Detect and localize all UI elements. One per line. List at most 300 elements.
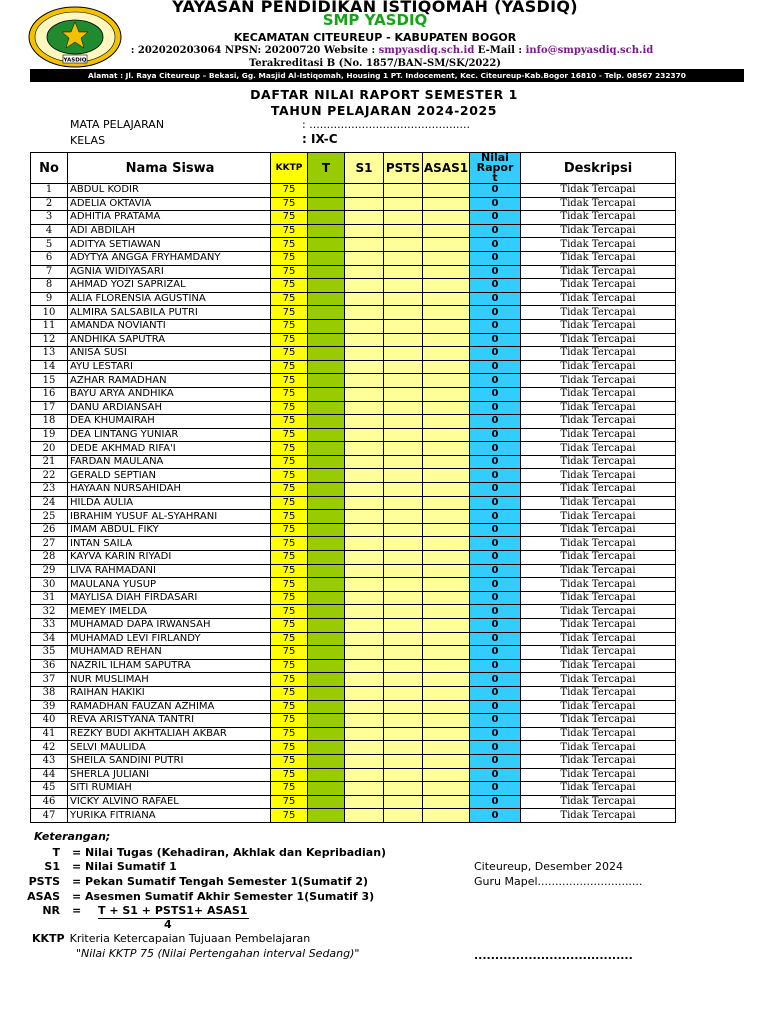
row-s1-score[interactable] bbox=[345, 646, 384, 660]
row-t-score[interactable] bbox=[308, 619, 345, 633]
row-no: 23 bbox=[31, 483, 68, 497]
row-s1-score[interactable] bbox=[345, 510, 384, 524]
row-student-name: SITI RUMIAH bbox=[68, 782, 271, 796]
row-asas-score[interactable] bbox=[423, 333, 470, 347]
row-asas-score[interactable] bbox=[423, 224, 470, 238]
row-asas-score[interactable] bbox=[423, 455, 470, 469]
row-asas-score[interactable] bbox=[423, 265, 470, 279]
row-t-score[interactable] bbox=[308, 523, 345, 537]
row-description: Tidak Tercapai bbox=[521, 279, 676, 293]
row-psts-score[interactable] bbox=[384, 551, 423, 565]
row-nilai-rapor: 0 bbox=[470, 319, 521, 333]
website-link[interactable]: smpyasdiq.sch.id bbox=[378, 45, 475, 56]
row-s1-score[interactable] bbox=[345, 374, 384, 388]
row-asas-score[interactable] bbox=[423, 184, 470, 198]
row-nilai-rapor: 0 bbox=[470, 483, 521, 497]
row-student-name: SELVI MAULIDA bbox=[68, 741, 271, 755]
row-asas-score[interactable] bbox=[423, 442, 470, 456]
row-asas-score[interactable] bbox=[423, 387, 470, 401]
row-t-score[interactable] bbox=[308, 251, 345, 265]
table-row bbox=[31, 510, 676, 524]
row-t-score[interactable] bbox=[308, 537, 345, 551]
email-link[interactable]: info@smpyasdiq.sch.id bbox=[525, 45, 654, 56]
row-t-score[interactable] bbox=[308, 415, 345, 429]
row-t-score[interactable] bbox=[308, 496, 345, 510]
row-t-score[interactable] bbox=[308, 333, 345, 347]
row-kktp: 75 bbox=[271, 319, 308, 333]
row-s1-score[interactable] bbox=[345, 659, 384, 673]
row-psts-score[interactable] bbox=[384, 673, 423, 687]
row-nilai-rapor: 0 bbox=[470, 374, 521, 388]
row-description: Tidak Tercapai bbox=[521, 754, 676, 768]
row-no: 35 bbox=[31, 646, 68, 660]
row-psts-score[interactable] bbox=[384, 686, 423, 700]
row-student-name: RAMADHAN FAUZAN AZHIMA bbox=[68, 700, 271, 714]
row-t-score[interactable] bbox=[308, 224, 345, 238]
row-description: Tidak Tercapai bbox=[521, 591, 676, 605]
table-row bbox=[31, 238, 676, 252]
district: KECAMATAN CITEUREUP - KABUPATEN BOGOR bbox=[233, 31, 517, 44]
row-no: 18 bbox=[31, 415, 68, 429]
row-psts-score[interactable] bbox=[384, 537, 423, 551]
row-psts-score[interactable] bbox=[384, 754, 423, 768]
row-description: Tidak Tercapai bbox=[521, 659, 676, 673]
row-asas-score[interactable] bbox=[423, 510, 470, 524]
row-t-score[interactable] bbox=[308, 197, 345, 211]
row-psts-score[interactable] bbox=[384, 782, 423, 796]
row-t-score[interactable] bbox=[308, 211, 345, 225]
signature-place-date: Citeureup, Desember 2024 bbox=[474, 860, 623, 873]
row-student-name: YURIKA FITRIANA bbox=[68, 809, 271, 823]
row-description: Tidak Tercapai bbox=[521, 632, 676, 646]
row-no: 5 bbox=[31, 238, 68, 252]
row-psts-score[interactable] bbox=[384, 265, 423, 279]
row-s1-score[interactable] bbox=[345, 292, 384, 306]
row-t-score[interactable] bbox=[308, 578, 345, 592]
row-asas-score[interactable] bbox=[423, 496, 470, 510]
row-nilai-rapor: 0 bbox=[470, 387, 521, 401]
row-t-score[interactable] bbox=[308, 184, 345, 198]
legend-abbr: PSTS bbox=[28, 875, 60, 888]
row-asas-score[interactable] bbox=[423, 646, 470, 660]
row-s1-score[interactable] bbox=[345, 754, 384, 768]
row-t-score[interactable] bbox=[308, 510, 345, 524]
row-psts-score[interactable] bbox=[384, 591, 423, 605]
row-nilai-rapor: 0 bbox=[470, 415, 521, 429]
row-s1-score[interactable] bbox=[345, 442, 384, 456]
row-s1-score[interactable] bbox=[345, 319, 384, 333]
row-student-name: REVA ARISTYANA TANTRI bbox=[68, 714, 271, 728]
row-asas-score[interactable] bbox=[423, 374, 470, 388]
row-nilai-rapor: 0 bbox=[470, 333, 521, 347]
row-student-name: ADITYA SETIAWAN bbox=[68, 238, 271, 252]
row-student-name: BAYU ARYA ANDHIKA bbox=[68, 387, 271, 401]
row-no: 16 bbox=[31, 387, 68, 401]
row-student-name: IMAM ABDUL FIKY bbox=[68, 523, 271, 537]
row-t-score[interactable] bbox=[308, 768, 345, 782]
row-asas-score[interactable] bbox=[423, 251, 470, 265]
row-s1-score[interactable] bbox=[345, 360, 384, 374]
row-t-score[interactable] bbox=[308, 809, 345, 823]
signature-name-line: ...................................... bbox=[474, 949, 633, 962]
row-asas-score[interactable] bbox=[423, 673, 470, 687]
row-t-score[interactable] bbox=[308, 442, 345, 456]
row-kktp: 75 bbox=[271, 455, 308, 469]
row-psts-score[interactable] bbox=[384, 714, 423, 728]
row-kktp: 75 bbox=[271, 211, 308, 225]
row-psts-score[interactable] bbox=[384, 646, 423, 660]
row-no: 29 bbox=[31, 564, 68, 578]
row-kktp: 75 bbox=[271, 551, 308, 565]
row-s1-score[interactable] bbox=[345, 632, 384, 646]
row-no: 30 bbox=[31, 578, 68, 592]
row-asas-score[interactable] bbox=[423, 211, 470, 225]
row-t-score[interactable] bbox=[308, 292, 345, 306]
row-psts-score[interactable] bbox=[384, 306, 423, 320]
row-asas-score[interactable] bbox=[423, 714, 470, 728]
row-asas-score[interactable] bbox=[423, 238, 470, 252]
row-asas-score[interactable] bbox=[423, 632, 470, 646]
row-t-score[interactable] bbox=[308, 469, 345, 483]
row-nilai-rapor: 0 bbox=[470, 727, 521, 741]
row-psts-score[interactable] bbox=[384, 333, 423, 347]
row-psts-score[interactable] bbox=[384, 483, 423, 497]
row-no: 33 bbox=[31, 619, 68, 633]
row-asas-score[interactable] bbox=[423, 754, 470, 768]
row-t-score[interactable] bbox=[308, 551, 345, 565]
row-psts-score[interactable] bbox=[384, 428, 423, 442]
row-t-score[interactable] bbox=[308, 428, 345, 442]
row-kktp: 75 bbox=[271, 238, 308, 252]
row-psts-score[interactable] bbox=[384, 251, 423, 265]
row-t-score[interactable] bbox=[308, 455, 345, 469]
school-identity bbox=[112, 45, 672, 56]
row-t-score[interactable] bbox=[308, 714, 345, 728]
row-psts-score[interactable] bbox=[384, 632, 423, 646]
row-psts-score[interactable] bbox=[384, 496, 423, 510]
row-asas-score[interactable] bbox=[423, 782, 470, 796]
row-t-score[interactable] bbox=[308, 632, 345, 646]
row-asas-score[interactable] bbox=[423, 306, 470, 320]
row-asas-score[interactable] bbox=[423, 428, 470, 442]
row-psts-score[interactable] bbox=[384, 619, 423, 633]
row-psts-score[interactable] bbox=[384, 238, 423, 252]
row-s1-score[interactable] bbox=[345, 184, 384, 198]
row-psts-score[interactable] bbox=[384, 727, 423, 741]
row-kktp: 75 bbox=[271, 374, 308, 388]
row-psts-score[interactable] bbox=[384, 809, 423, 823]
row-no: 15 bbox=[31, 374, 68, 388]
row-psts-score[interactable] bbox=[384, 564, 423, 578]
row-asas-score[interactable] bbox=[423, 795, 470, 809]
row-s1-score[interactable] bbox=[345, 347, 384, 361]
row-no: 47 bbox=[31, 809, 68, 823]
row-t-score[interactable] bbox=[308, 387, 345, 401]
row-kktp: 75 bbox=[271, 754, 308, 768]
row-nilai-rapor: 0 bbox=[470, 619, 521, 633]
row-description: Tidak Tercapai bbox=[521, 387, 676, 401]
row-asas-score[interactable] bbox=[423, 551, 470, 565]
row-t-score[interactable] bbox=[308, 238, 345, 252]
email-label: E-Mail : bbox=[474, 45, 526, 56]
row-description: Tidak Tercapai bbox=[521, 782, 676, 796]
row-kktp: 75 bbox=[271, 727, 308, 741]
row-s1-score[interactable] bbox=[345, 387, 384, 401]
row-asas-score[interactable] bbox=[423, 564, 470, 578]
row-s1-score[interactable] bbox=[345, 809, 384, 823]
row-psts-score[interactable] bbox=[384, 510, 423, 524]
row-psts-score[interactable] bbox=[384, 442, 423, 456]
row-nilai-rapor: 0 bbox=[470, 714, 521, 728]
row-kktp: 75 bbox=[271, 184, 308, 198]
document-year: TAHUN PELAJARAN 2024-2025 bbox=[270, 103, 498, 118]
row-psts-score[interactable] bbox=[384, 469, 423, 483]
row-student-name: KAYVA KARIN RIYADI bbox=[68, 551, 271, 565]
row-s1-score[interactable] bbox=[345, 211, 384, 225]
row-t-score[interactable] bbox=[308, 347, 345, 361]
row-s1-score[interactable] bbox=[345, 619, 384, 633]
row-s1-score[interactable] bbox=[345, 455, 384, 469]
row-s1-score[interactable] bbox=[345, 782, 384, 796]
row-s1-score[interactable] bbox=[345, 306, 384, 320]
row-s1-score[interactable] bbox=[345, 727, 384, 741]
row-student-name: ADELIA OKTAVIA bbox=[68, 197, 271, 211]
row-description: Tidak Tercapai bbox=[521, 795, 676, 809]
row-no: 36 bbox=[31, 659, 68, 673]
row-t-score[interactable] bbox=[308, 673, 345, 687]
row-t-score[interactable] bbox=[308, 795, 345, 809]
row-psts-score[interactable] bbox=[384, 415, 423, 429]
row-no: 4 bbox=[31, 224, 68, 238]
row-t-score[interactable] bbox=[308, 741, 345, 755]
row-asas-score[interactable] bbox=[423, 469, 470, 483]
row-t-score[interactable] bbox=[308, 646, 345, 660]
row-asas-score[interactable] bbox=[423, 605, 470, 619]
row-asas-score[interactable] bbox=[423, 578, 470, 592]
row-t-score[interactable] bbox=[308, 727, 345, 741]
row-psts-score[interactable] bbox=[384, 292, 423, 306]
row-description: Tidak Tercapai bbox=[521, 537, 676, 551]
row-t-score[interactable] bbox=[308, 591, 345, 605]
header-asas: ASAS1 bbox=[423, 153, 470, 184]
row-nilai-rapor: 0 bbox=[470, 673, 521, 687]
row-asas-score[interactable] bbox=[423, 197, 470, 211]
row-psts-score[interactable] bbox=[384, 319, 423, 333]
row-t-score[interactable] bbox=[308, 700, 345, 714]
row-t-score[interactable] bbox=[308, 319, 345, 333]
table-row bbox=[31, 700, 676, 714]
row-description: Tidak Tercapai bbox=[521, 415, 676, 429]
row-no: 32 bbox=[31, 605, 68, 619]
row-psts-score[interactable] bbox=[384, 578, 423, 592]
row-t-score[interactable] bbox=[308, 564, 345, 578]
row-t-score[interactable] bbox=[308, 605, 345, 619]
row-asas-score[interactable] bbox=[423, 619, 470, 633]
row-description: Tidak Tercapai bbox=[521, 564, 676, 578]
row-kktp: 75 bbox=[271, 469, 308, 483]
row-kktp: 75 bbox=[271, 714, 308, 728]
row-description: Tidak Tercapai bbox=[521, 483, 676, 497]
row-s1-score[interactable] bbox=[345, 741, 384, 755]
row-t-score[interactable] bbox=[308, 265, 345, 279]
row-nilai-rapor: 0 bbox=[470, 238, 521, 252]
row-nilai-rapor: 0 bbox=[470, 360, 521, 374]
row-psts-score[interactable] bbox=[384, 700, 423, 714]
row-asas-score[interactable] bbox=[423, 292, 470, 306]
row-psts-score[interactable] bbox=[384, 795, 423, 809]
row-s1-score[interactable] bbox=[345, 428, 384, 442]
row-asas-score[interactable] bbox=[423, 537, 470, 551]
row-asas-score[interactable] bbox=[423, 700, 470, 714]
row-psts-score[interactable] bbox=[384, 211, 423, 225]
row-kktp: 75 bbox=[271, 279, 308, 293]
row-s1-score[interactable] bbox=[345, 483, 384, 497]
kktp-definition bbox=[32, 932, 310, 945]
row-psts-score[interactable] bbox=[384, 768, 423, 782]
row-kktp: 75 bbox=[271, 537, 308, 551]
row-psts-score[interactable] bbox=[384, 741, 423, 755]
row-s1-score[interactable] bbox=[345, 686, 384, 700]
row-psts-score[interactable] bbox=[384, 523, 423, 537]
row-psts-score[interactable] bbox=[384, 374, 423, 388]
row-t-score[interactable] bbox=[308, 279, 345, 293]
row-description: Tidak Tercapai bbox=[521, 224, 676, 238]
row-s1-score[interactable] bbox=[345, 415, 384, 429]
row-asas-score[interactable] bbox=[423, 686, 470, 700]
row-s1-score[interactable] bbox=[345, 251, 384, 265]
row-asas-score[interactable] bbox=[423, 591, 470, 605]
row-nilai-rapor: 0 bbox=[470, 306, 521, 320]
row-t-score[interactable] bbox=[308, 360, 345, 374]
row-t-score[interactable] bbox=[308, 782, 345, 796]
row-asas-score[interactable] bbox=[423, 809, 470, 823]
row-s1-score[interactable] bbox=[345, 605, 384, 619]
header-s1: S1 bbox=[345, 153, 384, 184]
legend-abbr: S1 bbox=[44, 860, 60, 873]
row-s1-score[interactable] bbox=[345, 401, 384, 415]
subject-label: MATA PELAJARAN bbox=[70, 118, 165, 131]
row-s1-score[interactable] bbox=[345, 673, 384, 687]
row-s1-score[interactable] bbox=[345, 265, 384, 279]
row-s1-score[interactable] bbox=[345, 795, 384, 809]
row-description: Tidak Tercapai bbox=[521, 496, 676, 510]
row-description: Tidak Tercapai bbox=[521, 510, 676, 524]
header-desc: Deskripsi bbox=[521, 153, 676, 184]
row-s1-score[interactable] bbox=[345, 551, 384, 565]
row-asas-score[interactable] bbox=[423, 415, 470, 429]
row-asas-score[interactable] bbox=[423, 768, 470, 782]
row-nilai-rapor: 0 bbox=[470, 578, 521, 592]
row-student-name: AHMAD YOZI SAPRIZAL bbox=[68, 279, 271, 293]
row-psts-score[interactable] bbox=[384, 401, 423, 415]
row-asas-score[interactable] bbox=[423, 727, 470, 741]
kktp-abbr: KKTP bbox=[32, 932, 65, 945]
row-asas-score[interactable] bbox=[423, 279, 470, 293]
row-psts-score[interactable] bbox=[384, 279, 423, 293]
table-row bbox=[31, 564, 676, 578]
row-t-score[interactable] bbox=[308, 374, 345, 388]
row-asas-score[interactable] bbox=[423, 523, 470, 537]
row-student-name: HILDA AULIA bbox=[68, 496, 271, 510]
row-kktp: 75 bbox=[271, 387, 308, 401]
row-t-score[interactable] bbox=[308, 754, 345, 768]
row-s1-score[interactable] bbox=[345, 279, 384, 293]
row-s1-score[interactable] bbox=[345, 537, 384, 551]
table-row bbox=[31, 374, 676, 388]
row-asas-score[interactable] bbox=[423, 401, 470, 415]
row-s1-score[interactable] bbox=[345, 496, 384, 510]
row-asas-score[interactable] bbox=[423, 347, 470, 361]
row-kktp: 75 bbox=[271, 659, 308, 673]
row-nilai-rapor: 0 bbox=[470, 496, 521, 510]
row-s1-score[interactable] bbox=[345, 523, 384, 537]
row-kktp: 75 bbox=[271, 768, 308, 782]
table-row bbox=[31, 782, 676, 796]
row-s1-score[interactable] bbox=[345, 197, 384, 211]
row-s1-score[interactable] bbox=[345, 564, 384, 578]
row-nilai-rapor: 0 bbox=[470, 442, 521, 456]
row-asas-score[interactable] bbox=[423, 659, 470, 673]
row-s1-score[interactable] bbox=[345, 700, 384, 714]
row-s1-score[interactable] bbox=[345, 469, 384, 483]
row-t-score[interactable] bbox=[308, 401, 345, 415]
row-t-score[interactable] bbox=[308, 659, 345, 673]
row-s1-score[interactable] bbox=[345, 714, 384, 728]
row-description: Tidak Tercapai bbox=[521, 360, 676, 374]
row-student-name: AYU LESTARI bbox=[68, 360, 271, 374]
legend-text: = Nilai Tugas (Kehadiran, Akhlak dan Kepribadian) bbox=[72, 846, 387, 859]
row-nilai-rapor: 0 bbox=[470, 591, 521, 605]
row-s1-score[interactable] bbox=[345, 578, 384, 592]
row-student-name: IBRAHIM YUSUF AL-SYAHRANI bbox=[68, 510, 271, 524]
row-student-name: DEA KHUMAIRAH bbox=[68, 415, 271, 429]
row-psts-score[interactable] bbox=[384, 455, 423, 469]
row-asas-score[interactable] bbox=[423, 319, 470, 333]
row-s1-score[interactable] bbox=[345, 238, 384, 252]
row-asas-score[interactable] bbox=[423, 483, 470, 497]
row-psts-score[interactable] bbox=[384, 605, 423, 619]
row-psts-score[interactable] bbox=[384, 347, 423, 361]
row-kktp: 75 bbox=[271, 741, 308, 755]
row-asas-score[interactable] bbox=[423, 360, 470, 374]
row-psts-score[interactable] bbox=[384, 387, 423, 401]
row-student-name: GERALD SEPTIAN bbox=[68, 469, 271, 483]
row-s1-score[interactable] bbox=[345, 333, 384, 347]
row-psts-score[interactable] bbox=[384, 184, 423, 198]
row-t-score[interactable] bbox=[308, 483, 345, 497]
row-t-score[interactable] bbox=[308, 306, 345, 320]
row-s1-score[interactable] bbox=[345, 768, 384, 782]
header-nilai-rapor bbox=[470, 153, 521, 184]
row-asas-score[interactable] bbox=[423, 741, 470, 755]
row-no: 10 bbox=[31, 306, 68, 320]
row-no: 9 bbox=[31, 292, 68, 306]
table-row bbox=[31, 306, 676, 320]
table-row bbox=[31, 197, 676, 211]
row-psts-score[interactable] bbox=[384, 659, 423, 673]
row-s1-score[interactable] bbox=[345, 224, 384, 238]
row-nilai-rapor: 0 bbox=[470, 184, 521, 198]
row-no: 3 bbox=[31, 211, 68, 225]
row-s1-score[interactable] bbox=[345, 591, 384, 605]
row-student-name: NAZRIL ILHAM SAPUTRA bbox=[68, 659, 271, 673]
row-psts-score[interactable] bbox=[384, 197, 423, 211]
row-kktp: 75 bbox=[271, 686, 308, 700]
row-student-name: REZKY BUDI AKHTALIAH AKBAR bbox=[68, 727, 271, 741]
row-psts-score[interactable] bbox=[384, 224, 423, 238]
row-t-score[interactable] bbox=[308, 686, 345, 700]
row-psts-score[interactable] bbox=[384, 360, 423, 374]
